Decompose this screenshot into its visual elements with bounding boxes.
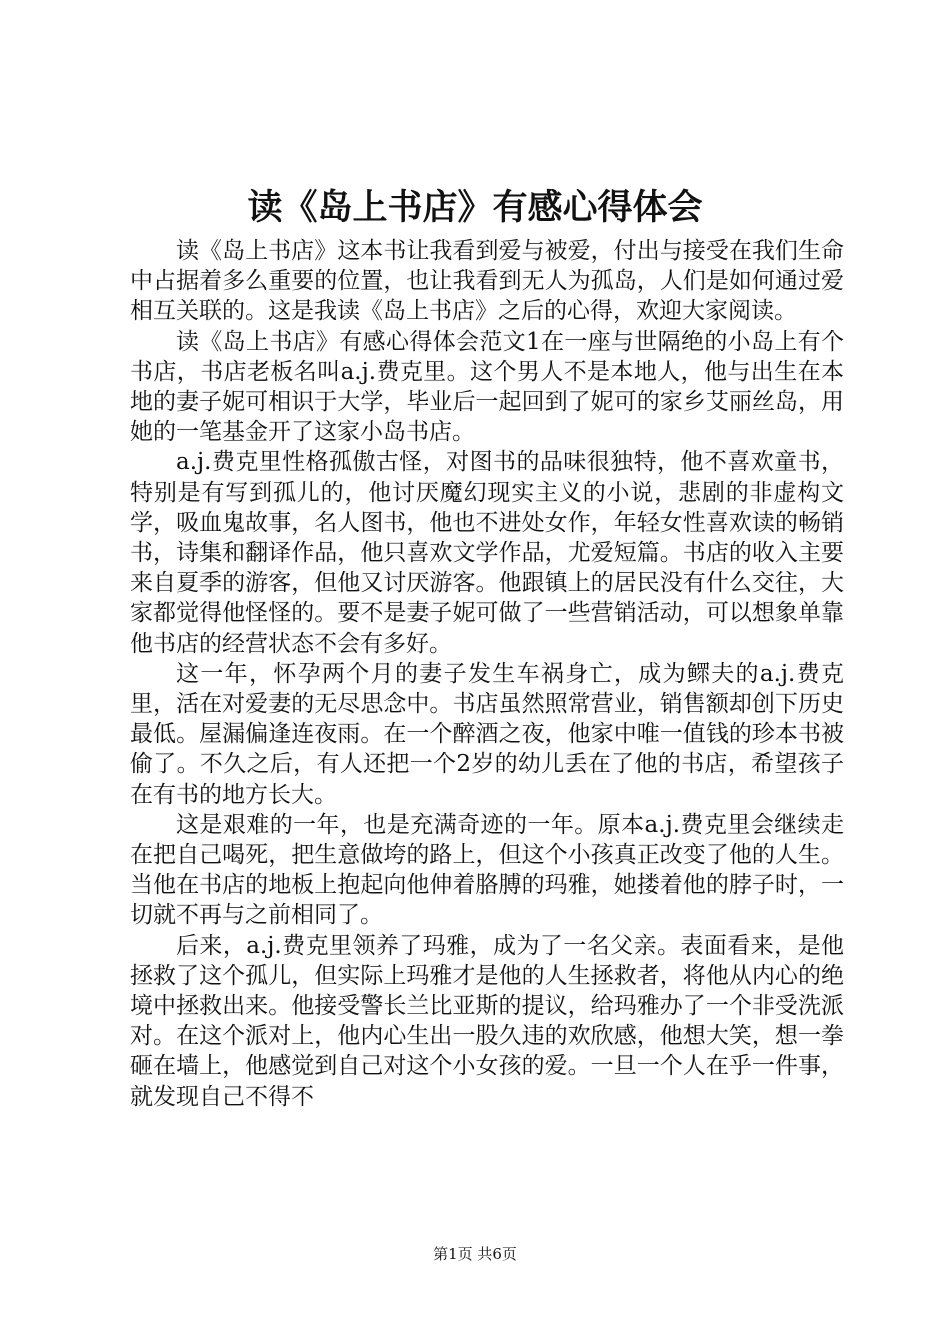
page-footer: 第1页 共6页 [433, 1245, 517, 1263]
paragraph: 这是艰难的一年，也是充满奇迹的一年。原本a.j.费克里会继续走在把自己喝死，把生意做垮的路上，但这个小孩真正改变了他的人生。当他在书店的地板上抱起向他伸着胳膊的玛雅，她搂着他的脖子时，一切就不再与之前相同了。 [130, 811, 844, 929]
paragraph: 读《岛上书店》有感心得体会范文1在一座与世隔绝的小岛上有个书店，书店老板名叫a.j.费克里。这个男人不是本地人，他与出生在本地的妻子妮可相识于大学，毕业后一起回到了妮可的家乡艾丽丝岛，用她的一笔基金开了这家小岛书店。 [130, 328, 844, 446]
paragraph: 这一年，怀孕两个月的妻子发生车祸身亡，成为鳏夫的a.j.费克里，活在对爱妻的无尽思念中。书店虽然照常营业，销售额却创下历史最低。屋漏偏逢连夜雨。在一个醉酒之夜，他家中唯一值钱的珍本书被偷了。不久之后，有人还把一个2岁的幼儿丢在了他的书店，希望孩子在有书的地方长大。 [130, 660, 844, 808]
paragraph: a.j.费克里性格孤傲古怪，对图书的品味很独特，他不喜欢童书，特别是有写到孤儿的，他讨厌魔幻现实主义的小说，悲剧的非虚构文学，吸血鬼故事，名人图书，他也不进处女作，年轻女性喜欢读的畅销书，诗集和翻译作品，他只喜欢文学作品，尤爱短篇。书店的收入主要来自夏季的游客，但他又讨厌游客。他跟镇上的居民没有什么交往，大家都觉得他怪怪的。要不是妻子妮可做了一些营销活动，可以想象单靠他书店的经营状态不会有多好。 [130, 449, 844, 657]
document-title: 读《岛上书店》有感心得体会 [247, 187, 703, 228]
document-body [130, 236, 844, 1112]
paragraph: 后来，a.j.费克里领养了玛雅，成为了一名父亲。表面看来，是他拯救了这个孤儿，但实际上玛雅才是他的人生拯救者，将他从内心的绝境中拯救出来。他接受警长兰比亚斯的提议，给玛雅办了一个非受洗派对。在这个派对上，他内心生出一股久违的欢欣感，他想大笑，想一拳砸在墙上，他感觉到自己对这个小女孩的爱。一旦一个人在乎一件事，就发现自己不得不 [130, 932, 844, 1110]
paragraph: 读《岛上书店》这本书让我看到爱与被爱，付出与接受在我们生命中占据着多么重要的位置，也让我看到无人为孤岛，人们是如何通过爱相互关联的。这是我读《岛上书店》之后的心得，欢迎大家阅读。 [130, 238, 844, 325]
